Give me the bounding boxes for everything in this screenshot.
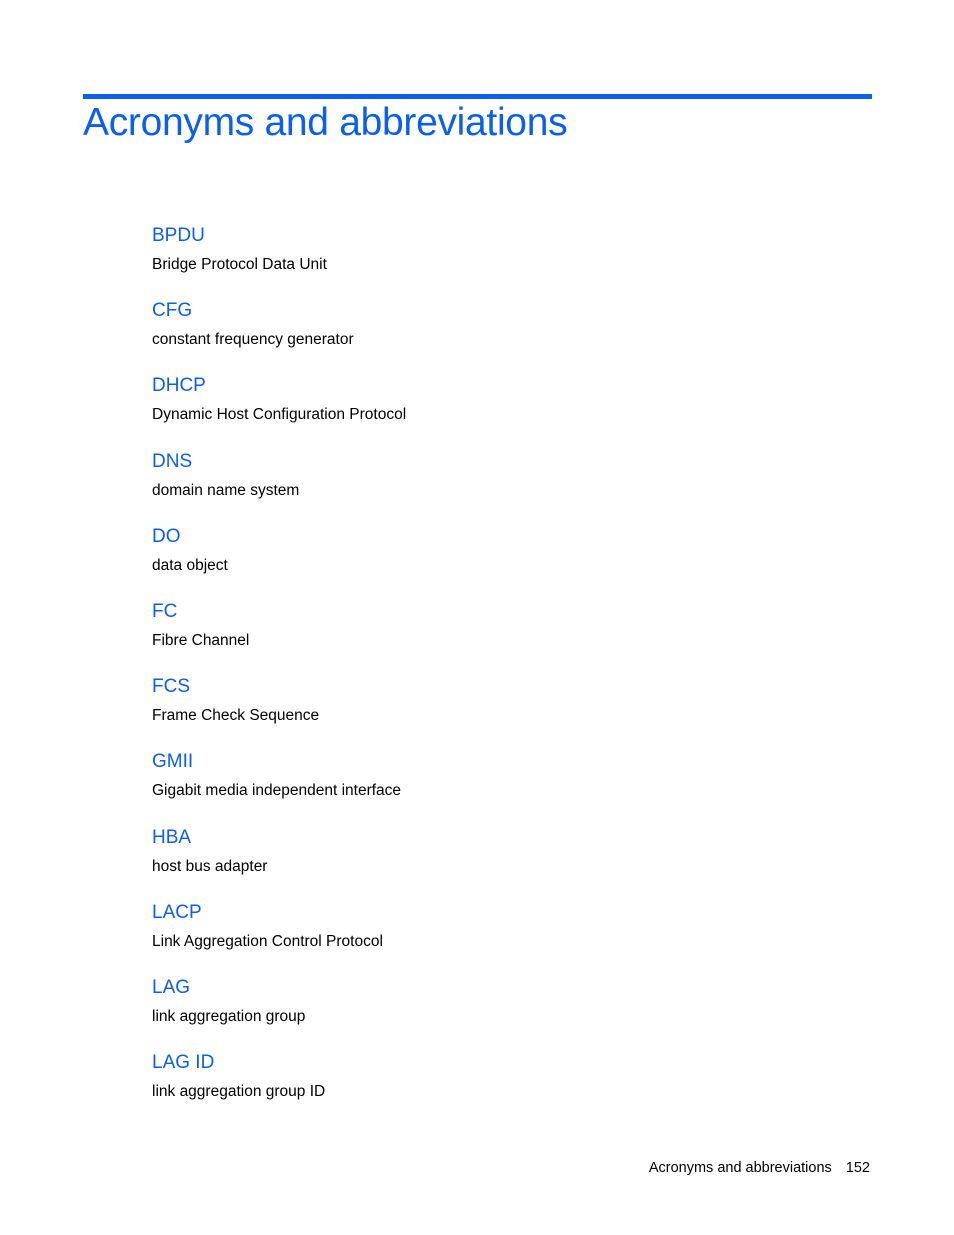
acronym-term: FC — [152, 600, 178, 622]
acronym-definition: Dynamic Host Configuration Protocol — [152, 406, 407, 424]
acronym-entry — [152, 450, 852, 525]
acronym-term: LACP — [152, 901, 202, 923]
acronym-entry — [152, 600, 852, 675]
acronym-definition: link aggregation group ID — [152, 1083, 326, 1101]
acronym-entry — [152, 901, 852, 976]
page-title: Acronyms and abbreviations — [83, 101, 568, 144]
acronym-entry — [152, 675, 852, 750]
acronym-definition: constant frequency generator — [152, 331, 354, 349]
acronym-term: BPDU — [152, 225, 205, 246]
acronym-entry — [152, 224, 852, 299]
acronym-definition: data object — [152, 556, 228, 574]
acronym-entry — [152, 299, 852, 374]
page-number: 152 — [845, 1160, 870, 1176]
acronym-list — [152, 224, 852, 1126]
acronym-definition: Link Aggregation Control Protocol — [152, 932, 383, 950]
acronym-term: GMII — [152, 751, 194, 773]
acronym-entry — [152, 374, 852, 449]
acronym-term: DNS — [152, 450, 193, 472]
acronym-definition: Fibre Channel — [152, 631, 250, 649]
acronym-entry — [152, 525, 852, 600]
acronym-term: LAG ID — [152, 1052, 215, 1074]
acronym-term: CFG — [152, 300, 193, 322]
acronym-entry — [152, 750, 852, 825]
acronym-term: DO — [152, 525, 181, 547]
title-rule — [83, 94, 872, 99]
footer-section-title: Acronyms and abbreviations — [648, 1160, 832, 1176]
acronym-term: DHCP — [152, 375, 206, 397]
page-footer — [649, 1158, 870, 1178]
acronym-definition: link aggregation group — [152, 1007, 306, 1025]
acronym-definition: Bridge Protocol Data Unit — [152, 256, 327, 273]
acronym-term: LAG — [152, 976, 191, 998]
acronym-entry — [152, 1051, 852, 1126]
acronym-definition: Gigabit media independent interface — [152, 782, 402, 800]
acronym-entry — [152, 976, 852, 1051]
acronym-term: HBA — [152, 826, 192, 848]
acronym-definition: domain name system — [152, 481, 300, 499]
acronym-definition: host bus adapter — [152, 857, 268, 875]
acronym-definition: Frame Check Sequence — [152, 707, 320, 725]
acronym-term: FCS — [152, 676, 190, 698]
acronym-entry — [152, 826, 852, 901]
